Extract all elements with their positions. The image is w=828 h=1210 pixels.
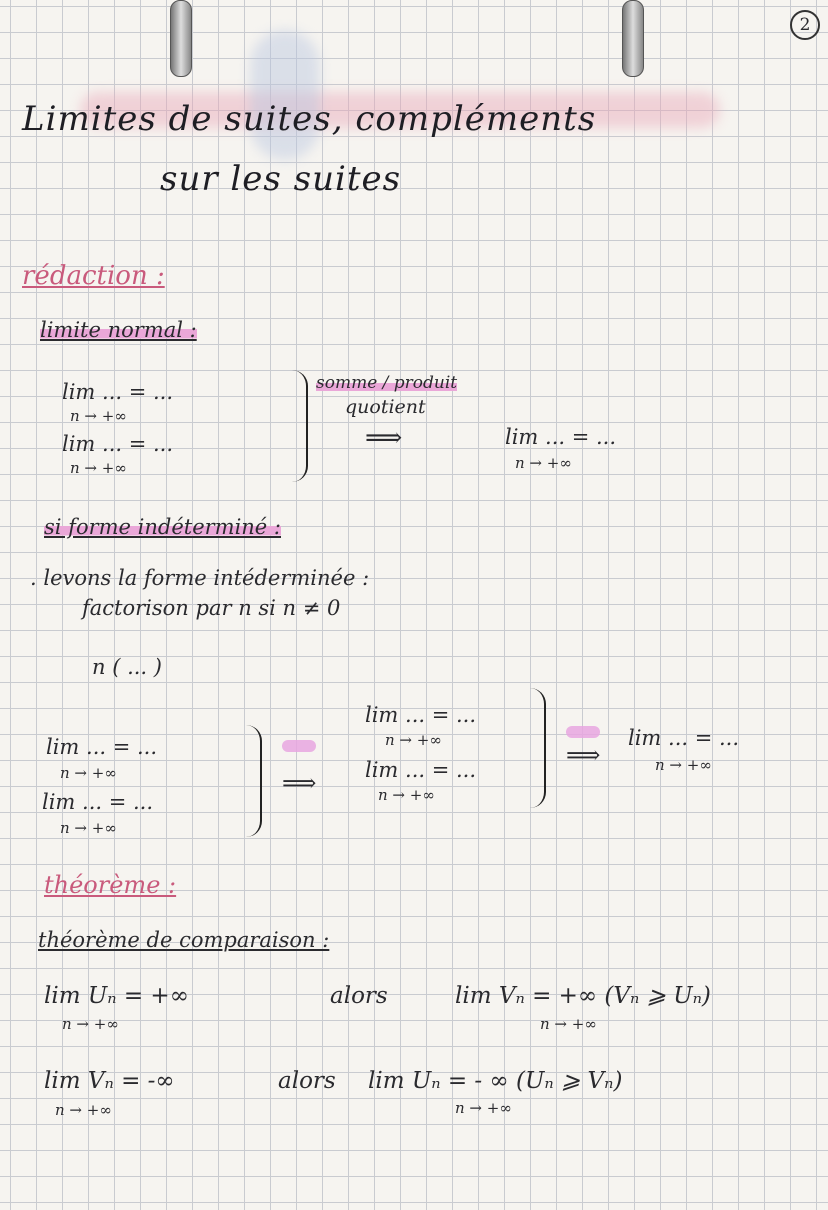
binder-ring-right: [622, 0, 644, 77]
implies-arrow: ⟹: [282, 769, 317, 797]
heading-forme-indeterminee: si forme indéterminé :: [44, 515, 281, 539]
implies-arrow: ⟹: [365, 423, 403, 453]
theorem-row2-left: lim Vₙ = -∞: [44, 1068, 175, 1094]
lim-expr: lim ... = ...: [46, 735, 158, 759]
brace: [292, 370, 308, 482]
lim-expr: lim ... = ...: [365, 703, 477, 727]
highlight-mark: [282, 740, 316, 752]
factor-expr: n ( ... ): [92, 655, 162, 679]
theorem-row1-left-sub: n → +∞: [62, 1015, 119, 1033]
result-lim: lim ... = ...: [505, 425, 617, 449]
theorem-row2-mid: alors: [278, 1068, 336, 1094]
theorem-row1-mid: alors: [330, 983, 388, 1009]
heading-theoreme-comparaison: théorème de comparaison :: [38, 928, 330, 952]
lim-sub: n → +∞: [378, 786, 435, 804]
lim-expr: lim ... = ...: [62, 380, 174, 404]
heading-limite-normal: limite normal :: [40, 318, 197, 342]
title-shadow-decoration: [250, 30, 320, 160]
result-sub: n → +∞: [655, 756, 712, 774]
theorem-row2-left-sub: n → +∞: [55, 1101, 112, 1119]
operation-label: somme / produit: [316, 373, 458, 393]
text-line: factorison par n si n ≠ 0: [82, 596, 341, 620]
highlight-mark: [566, 726, 600, 738]
theorem-row2-right-sub: n → +∞: [455, 1099, 512, 1117]
theorem-row1-left: lim Uₙ = +∞: [44, 983, 189, 1009]
result-sub: n → +∞: [515, 454, 572, 472]
lim-expr: lim ... = ...: [365, 758, 477, 782]
lim-expr: lim ... = ...: [42, 790, 154, 814]
binder-ring-left: [170, 0, 192, 77]
page-number: 2: [790, 10, 820, 40]
lim-sub: n → +∞: [385, 731, 442, 749]
brace: [530, 688, 546, 808]
lim-sub: n → +∞: [60, 764, 117, 782]
theorem-row1-right: lim Vₙ = +∞ (Vₙ ⩾ Uₙ): [455, 983, 711, 1009]
heading-theoreme: théorème :: [44, 871, 177, 899]
heading-redaction: rédaction :: [22, 261, 165, 291]
brace: [246, 725, 262, 837]
theorem-row2-right: lim Uₙ = - ∞ (Uₙ ⩾ Vₙ): [368, 1068, 623, 1094]
lim-sub: n → +∞: [70, 459, 127, 477]
theorem-row1-right-sub: n → +∞: [540, 1015, 597, 1033]
implies-arrow: ⟹: [566, 741, 601, 769]
lim-sub: n → +∞: [60, 819, 117, 837]
lim-expr: lim ... = ...: [62, 432, 174, 456]
operation-label: quotient: [345, 396, 426, 418]
page-title-line2: sur les suites: [160, 159, 402, 199]
page-title-line1: Limites de suites, compléments: [22, 99, 597, 139]
result-lim: lim ... = ...: [628, 726, 740, 750]
lim-sub: n → +∞: [70, 407, 127, 425]
text-line: . levons la forme intéderminée :: [30, 566, 370, 590]
